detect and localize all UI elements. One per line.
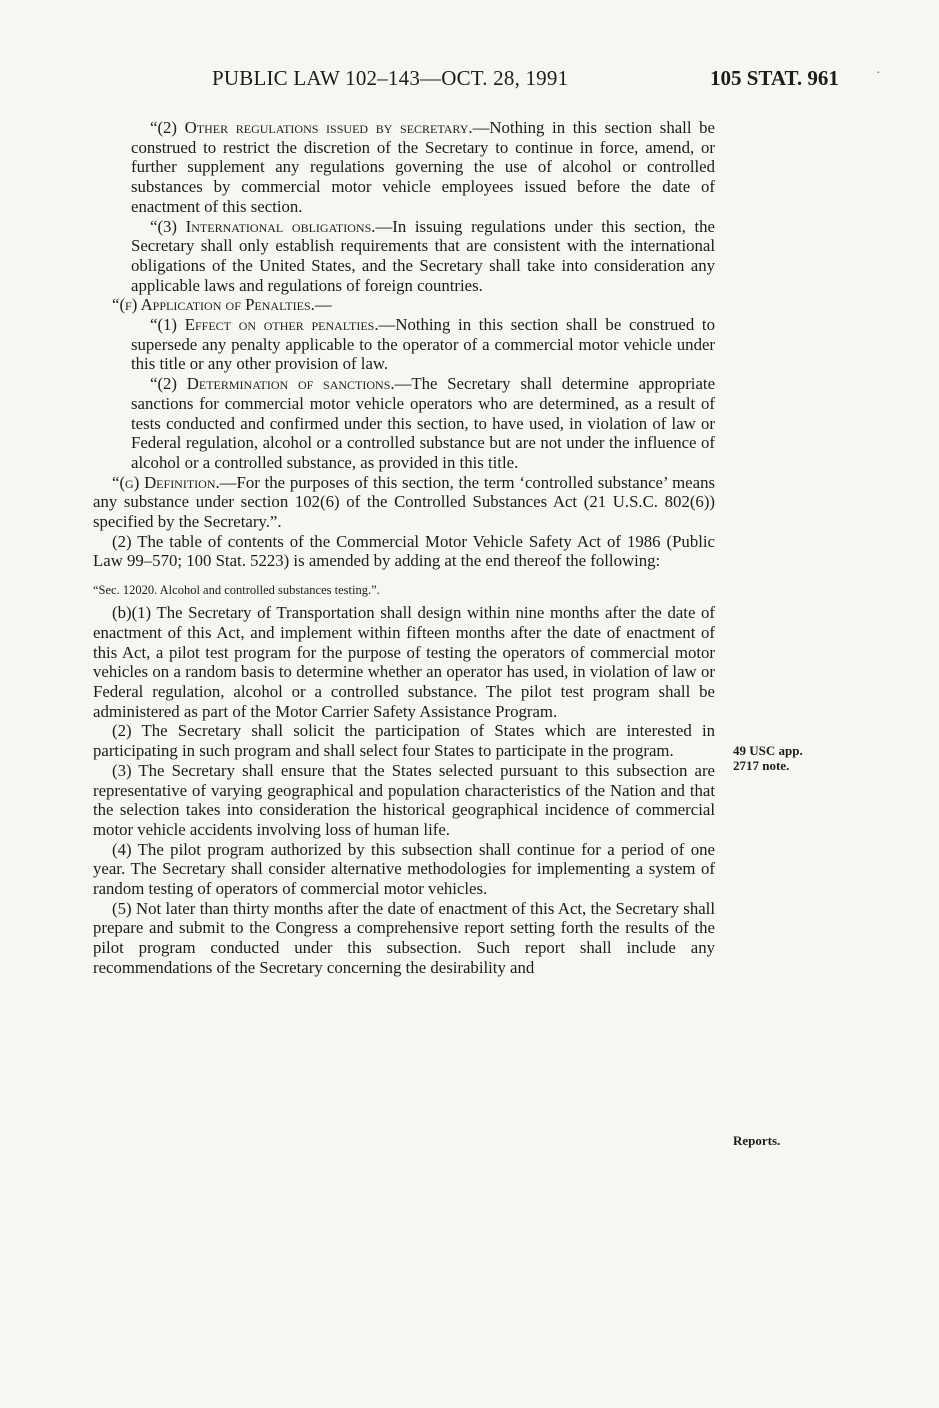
table-of-contents-entry: “Sec. 12020. Alcohol and controlled substances testing.”. (93, 583, 380, 598)
paragraph-e3 (93, 217, 715, 296)
text-g: —For the purposes of this section, the term ‘controlled substance’ means any substance under section 102(6) of the Controlled Substances Act (21 U.S.C. 802(6)) specified by the Secretary.”. (93, 472, 715, 532)
page-header-title: PUBLIC LAW 102–143—OCT. 28, 1991 (212, 66, 569, 90)
margin-note-usc-line1: 49 USC app. (733, 743, 803, 758)
margin-note-reports: Reports. (733, 1133, 781, 1148)
text-f: — (314, 295, 332, 315)
paragraph-g (93, 473, 715, 532)
page-header-stat: 105 STAT. 961 (710, 66, 839, 90)
heading-f: “(f) Application of Penalties. (112, 295, 315, 315)
paragraph-b2: (2) The Secretary shall solicit the participation of States which are interested in participating in such program and shall select four States to participate in the program. (93, 721, 715, 761)
heading-f1: “(1) Effect on other penalties. (150, 315, 379, 335)
law-body-text (93, 118, 715, 978)
heading-e2: “(2) Other regulations issued by secretary. (150, 118, 473, 137)
paragraph-b4: (4) The pilot program authorized by this subsection shall continue for a period of one year. The Secretary shall consider alternative methodologies for implementing a system of random testing of operators of commercial motor vehicles. (93, 839, 715, 899)
paragraph-b1: (b)(1) The Secretary of Transportation shall design within nine months after the date of enactment of this Act, and implement within fifteen months after the date of enactment of this Act, a pilot test program for the purpose of testing the operators of commercial motor vehicles on a random basis to determine whether an operator has used, in violation of law or Federal regulation, alcohol or a controlled substance. The pilot test program shall be administered as part of the Motor Carrier Safety Assistance Program. (93, 603, 715, 721)
text-e2: —Nothing in this section shall be construed to restrict the discretion of the Secretary to continue in force, amend, or further supplement any regulations governing the use of alcohol or controlled substances by commercial motor vehicle employees issued before the date of enactment of this section. (131, 118, 715, 216)
heading-f2: “(2) Determination of sanctions. (150, 374, 395, 394)
margin-note-usc (733, 743, 803, 773)
paragraph-a2: (2) The table of contents of the Commercial Motor Vehicle Safety Act of 1986 (Public Law 99–570; 100 Stat. 5223) is amended by adding at the end thereof the following: (93, 531, 715, 571)
paragraph-f2 (93, 374, 715, 473)
heading-e3: “(3) International obligations. (150, 216, 376, 236)
paragraph-e2 (93, 118, 715, 217)
paragraph-f1 (93, 315, 715, 374)
paragraph-f (93, 295, 715, 315)
heading-g: “(g) Definition. (112, 472, 220, 492)
header-mark: · (876, 66, 881, 81)
margin-note-usc-line2: 2717 note. (733, 758, 790, 773)
paragraph-b5: (5) Not later than thirty months after the date of enactment of this Act, the Secretary shall prepare and submit to the Congress a comprehensive report setting forth the results of the pilot program conducted under this subsection. Such report shall include any recommendations of the Secretary concerning the desirability and (93, 898, 715, 977)
paragraph-b3: (3) The Secretary shall ensure that the States selected pursuant to this subsection are representative of varying geographical and population characteristics of the Nation and that the selection takes into consideration the historical geographical incidence of commercial motor vehicle accidents involving loss of human life. (93, 760, 715, 839)
text-f1: —Nothing in this section shall be construed to supersede any penalty applicable to the operator of a commercial motor vehicle under this title or any other provision of law. (131, 315, 715, 374)
text-e3: —In issuing regulations under this section, the Secretary shall only establish requirements that are consistent with the international obligations of the United States, and the Secretary shall take into consideration any applicable laws and regulations of foreign countries. (131, 216, 715, 295)
text-f2: —The Secretary shall determine appropriate sanctions for commercial motor vehicle operators who are determined, as a result of tests conducted and confirmed under this section, to have used, in violation of law or Federal regulation, alcohol or a controlled substance but are not under the influence of alcohol or a controlled substance, as provided in this title. (131, 374, 716, 472)
